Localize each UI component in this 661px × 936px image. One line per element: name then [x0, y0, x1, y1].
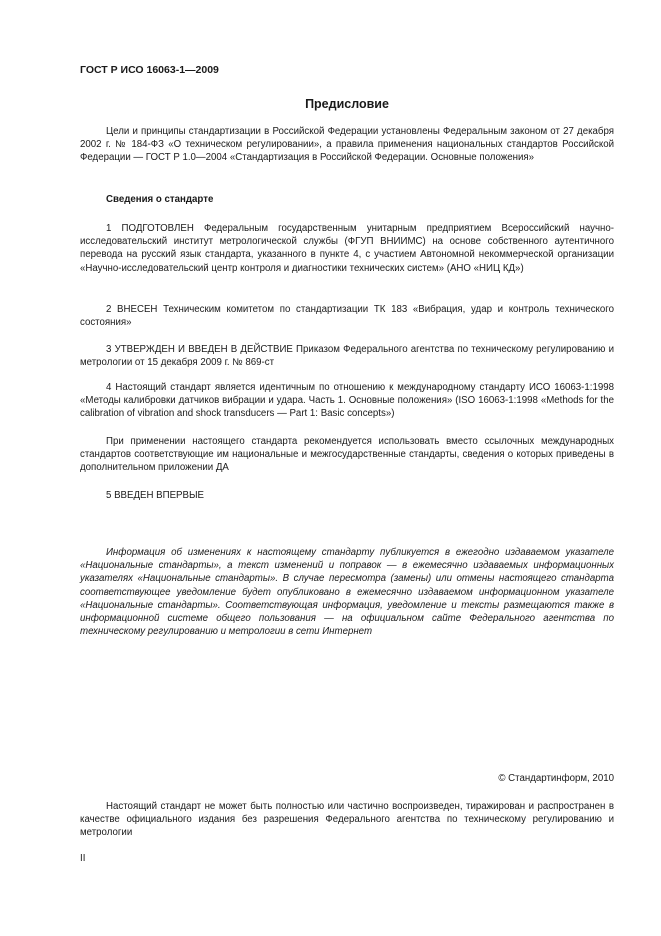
document-header: ГОСТ Р ИСО 16063-1—2009	[80, 64, 219, 76]
page-title: Предисловие	[305, 97, 389, 111]
item-2: 2 ВНЕСЕН Техническим комитетом по стандартизации ТК 183 «Вибрация, удар и контроль технического состояния»	[80, 304, 614, 329]
copyright-line: © Стандартинформ, 2010	[498, 773, 614, 784]
section-subtitle: Сведения о стандарте	[106, 194, 214, 205]
item-4: 4 Настоящий стандарт является идентичным по отношению к международному стандарту ИСО 16063-1:1998 «Методы калибровки датчиков вибрации и удара. Часть 1. Основные положения» (ISO 16063-1:1998 «Methods for the calibration of vibration and shock transducers — Part 1: Basic concepts»)	[80, 382, 614, 420]
intro-paragraph: Цели и принципы стандартизации в Российской Федерации установлены Федеральным законом от 27 декабря 2002 г. № 184-ФЗ «О техническом регулировании», а правила применения национальных стандартов Российской Федерации — ГОСТ Р 1.0—2004 «Стандартизация в Российской Федерации. Основные положения»	[80, 126, 614, 164]
page-number: II	[80, 853, 86, 864]
item-1: 1 ПОДГОТОВЛЕН Федеральным государственным унитарным предприятием Всероссийский научно-исследовательский институт метрологической службы (ФГУП ВНИИМС) на основе собственного аутентичного перевода на русский язык стандарта, указанного в пункте 4, с участием Автономной некоммерческой организации «Научно-исследовательский центр контроля и диагностики технических систем» (АНО «НИЦ КД»)	[80, 223, 614, 274]
item-5: 5 ВВЕДЕН ВПЕРВЫЕ	[106, 490, 205, 501]
changes-info-paragraph: Информация об изменениях к настоящему стандарту публикуется в ежегодно издаваемом указателе «Национальные стандарты», а текст изменений и поправок — в ежемесячно издаваемых информационных указателях «Национальные стандарты». В случае пересмотра (замены) или отмены настоящего стандарта соответствующее уведомление будет опубликовано в ежемесячно издаваемом информационном указателе «Национальные стандарты». Соответствующая информация, уведомление и тексты размещаются также в информационной системе общего пользования — на официальном сайте Федерального агентства по техническому регулированию и метрологии в сети Интернет	[80, 547, 614, 638]
item-4-note: При применении настоящего стандарта рекомендуется использовать вместо ссылочных международных стандартов соответствующие им национальные и межгосударственные стандарты, сведения о которых приведены в дополнительном приложении ДА	[80, 436, 614, 474]
item-3: 3 УТВЕРЖДЕН И ВВЕДЕН В ДЕЙСТВИЕ Приказом Федерального агентства по техническому регулированию и метрологии от 15 декабря 2009 г. № 869-ст	[80, 344, 614, 369]
reproduction-notice: Настоящий стандарт не может быть полностью или частично воспроизведен, тиражирован и распространен в качестве официального издания без разрешения Федерального агентства по техническому регулированию и метрологии	[80, 801, 614, 839]
